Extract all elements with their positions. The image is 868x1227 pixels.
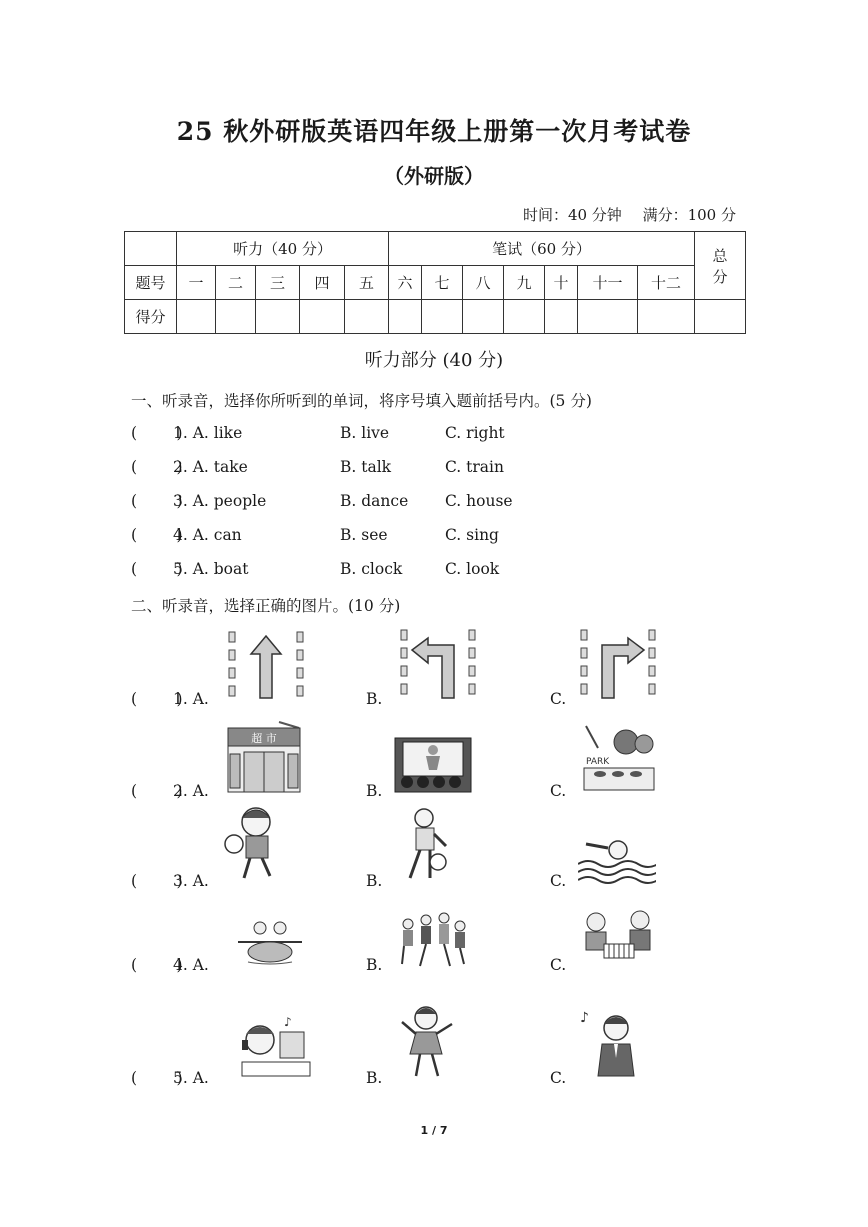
option-b: B. live <box>340 424 390 442</box>
question-number: 三 <box>256 266 300 300</box>
question-number: 五 <box>345 266 389 300</box>
option-c: C. look <box>445 560 500 578</box>
exam-time: 时间：40 分钟 <box>522 206 622 224</box>
answer-blank[interactable]: ( ) <box>131 458 183 476</box>
part1-item <box>131 560 731 580</box>
singing-boy-picture[interactable] <box>576 1002 642 1078</box>
exam-full-score: 满分：100 分 <box>642 206 736 224</box>
part1-instruction: 一、听录音，选择你所听到的单词，将序号填入题前括号内。(5 分) <box>131 392 592 410</box>
option-b: B. dance <box>340 492 409 510</box>
answer-blank[interactable]: ( ) <box>131 1069 183 1087</box>
option-b: B. <box>366 782 383 800</box>
park-sign: PARK <box>586 757 610 767</box>
cinema-picture[interactable] <box>393 736 473 794</box>
listening-section-title: 听力部分 (40 分) <box>364 350 504 371</box>
answer-blank[interactable]: ( ) <box>131 424 183 442</box>
row-label: 题号 <box>125 266 177 300</box>
option-a: 3. A. <box>173 872 209 890</box>
question-number: 十一 <box>578 266 638 300</box>
option-b: B. see <box>340 526 388 544</box>
answer-blank[interactable]: ( ) <box>131 492 183 510</box>
part1-item <box>131 458 731 478</box>
supermarket-picture[interactable] <box>224 718 304 796</box>
score-cell[interactable] <box>216 300 256 334</box>
score-label: 得分 <box>125 300 177 334</box>
dancing-girl-picture[interactable] <box>396 1000 458 1080</box>
option-a: 3. A. people <box>173 492 267 510</box>
option-a: 2. A. take <box>173 458 248 476</box>
option-b: B. <box>366 690 383 708</box>
question-number: 十二 <box>638 266 695 300</box>
question-number: 八 <box>463 266 504 300</box>
option-a: 4. A. <box>173 956 209 974</box>
go-straight-arrow-icon[interactable] <box>226 630 306 702</box>
answer-blank[interactable]: ( ) <box>131 872 183 890</box>
play-football-picture[interactable] <box>222 804 282 884</box>
part1-item <box>131 492 731 512</box>
svg-text:♪: ♪ <box>580 1010 589 1026</box>
score-cell[interactable] <box>422 300 463 334</box>
score-cell[interactable] <box>578 300 638 334</box>
option-a: 4. A. can <box>173 526 242 544</box>
answer-blank[interactable]: ( ) <box>131 782 183 800</box>
turn-left-arrow-icon[interactable] <box>398 628 478 702</box>
score-cell-total[interactable] <box>695 300 746 334</box>
score-cell[interactable] <box>463 300 504 334</box>
option-a: 2. A. <box>173 782 209 800</box>
part2-instruction: 二、听录音，选择正确的图片。(10 分) <box>131 597 401 615</box>
question-number: 四 <box>300 266 345 300</box>
score-cell[interactable] <box>389 300 422 334</box>
option-c: C. <box>550 690 567 708</box>
answer-blank[interactable]: ( ) <box>131 526 183 544</box>
score-table-corner <box>125 232 177 266</box>
score-cell[interactable] <box>638 300 695 334</box>
score-cell[interactable] <box>256 300 300 334</box>
svg-text:♪: ♪ <box>284 1015 292 1029</box>
option-a: 5. A. boat <box>173 560 249 578</box>
score-cell[interactable] <box>300 300 345 334</box>
option-b: B. talk <box>340 458 392 476</box>
question-number: 七 <box>422 266 463 300</box>
page-number: 1 / 7 <box>420 1124 448 1137</box>
writing-header: 笔试（60 分） <box>389 232 695 266</box>
score-cell[interactable] <box>177 300 216 334</box>
option-a: 5. A. <box>173 1069 209 1087</box>
question-number: 九 <box>504 266 545 300</box>
dancing-people-picture[interactable] <box>396 910 472 970</box>
option-a: 1. A. like <box>173 424 243 442</box>
exam-subtitle: （外研版） <box>384 164 484 188</box>
option-c: C. <box>550 782 567 800</box>
park-picture[interactable] <box>576 718 660 794</box>
total-header: 总分 <box>695 232 746 300</box>
play-basketball-picture[interactable] <box>400 806 460 884</box>
option-c: C. house <box>445 492 513 510</box>
answer-blank[interactable]: ( ) <box>131 560 183 578</box>
option-a: 1. A. <box>173 690 209 708</box>
option-b: B. <box>366 1069 383 1087</box>
listening-header: 听力（40 分） <box>177 232 389 266</box>
swimming-picture[interactable] <box>578 830 656 886</box>
question-number: 十 <box>545 266 578 300</box>
option-b: B. <box>366 956 383 974</box>
playing-chess-picture[interactable] <box>578 906 660 968</box>
score-cell[interactable] <box>545 300 578 334</box>
option-c: C. <box>550 872 567 890</box>
question-number: 二 <box>216 266 256 300</box>
score-table <box>124 231 746 334</box>
supermarket-sign: 超 市 <box>251 732 277 745</box>
option-c: C. sing <box>445 526 499 544</box>
turn-right-arrow-icon[interactable] <box>578 628 658 702</box>
answer-blank[interactable]: ( ) <box>131 690 183 708</box>
score-cell[interactable] <box>345 300 389 334</box>
option-b: B. clock <box>340 560 403 578</box>
question-number: 一 <box>177 266 216 300</box>
option-b: B. <box>366 872 383 890</box>
question-number: 六 <box>389 266 422 300</box>
part1-item <box>131 424 731 444</box>
exam-title: 25 秋外研版英语四年级上册第一次月考试卷 <box>176 117 692 146</box>
part1-item <box>131 526 731 546</box>
option-c: C. right <box>445 424 505 442</box>
score-cell[interactable] <box>504 300 545 334</box>
answer-blank[interactable]: ( ) <box>131 956 183 974</box>
option-c: C. <box>550 956 567 974</box>
option-c: C. <box>550 1069 567 1087</box>
option-c: C. train <box>445 458 504 476</box>
rowing-boat-picture[interactable] <box>234 918 306 968</box>
listening-music-computer-picture[interactable] <box>236 1014 314 1080</box>
exam-meta <box>523 204 736 225</box>
